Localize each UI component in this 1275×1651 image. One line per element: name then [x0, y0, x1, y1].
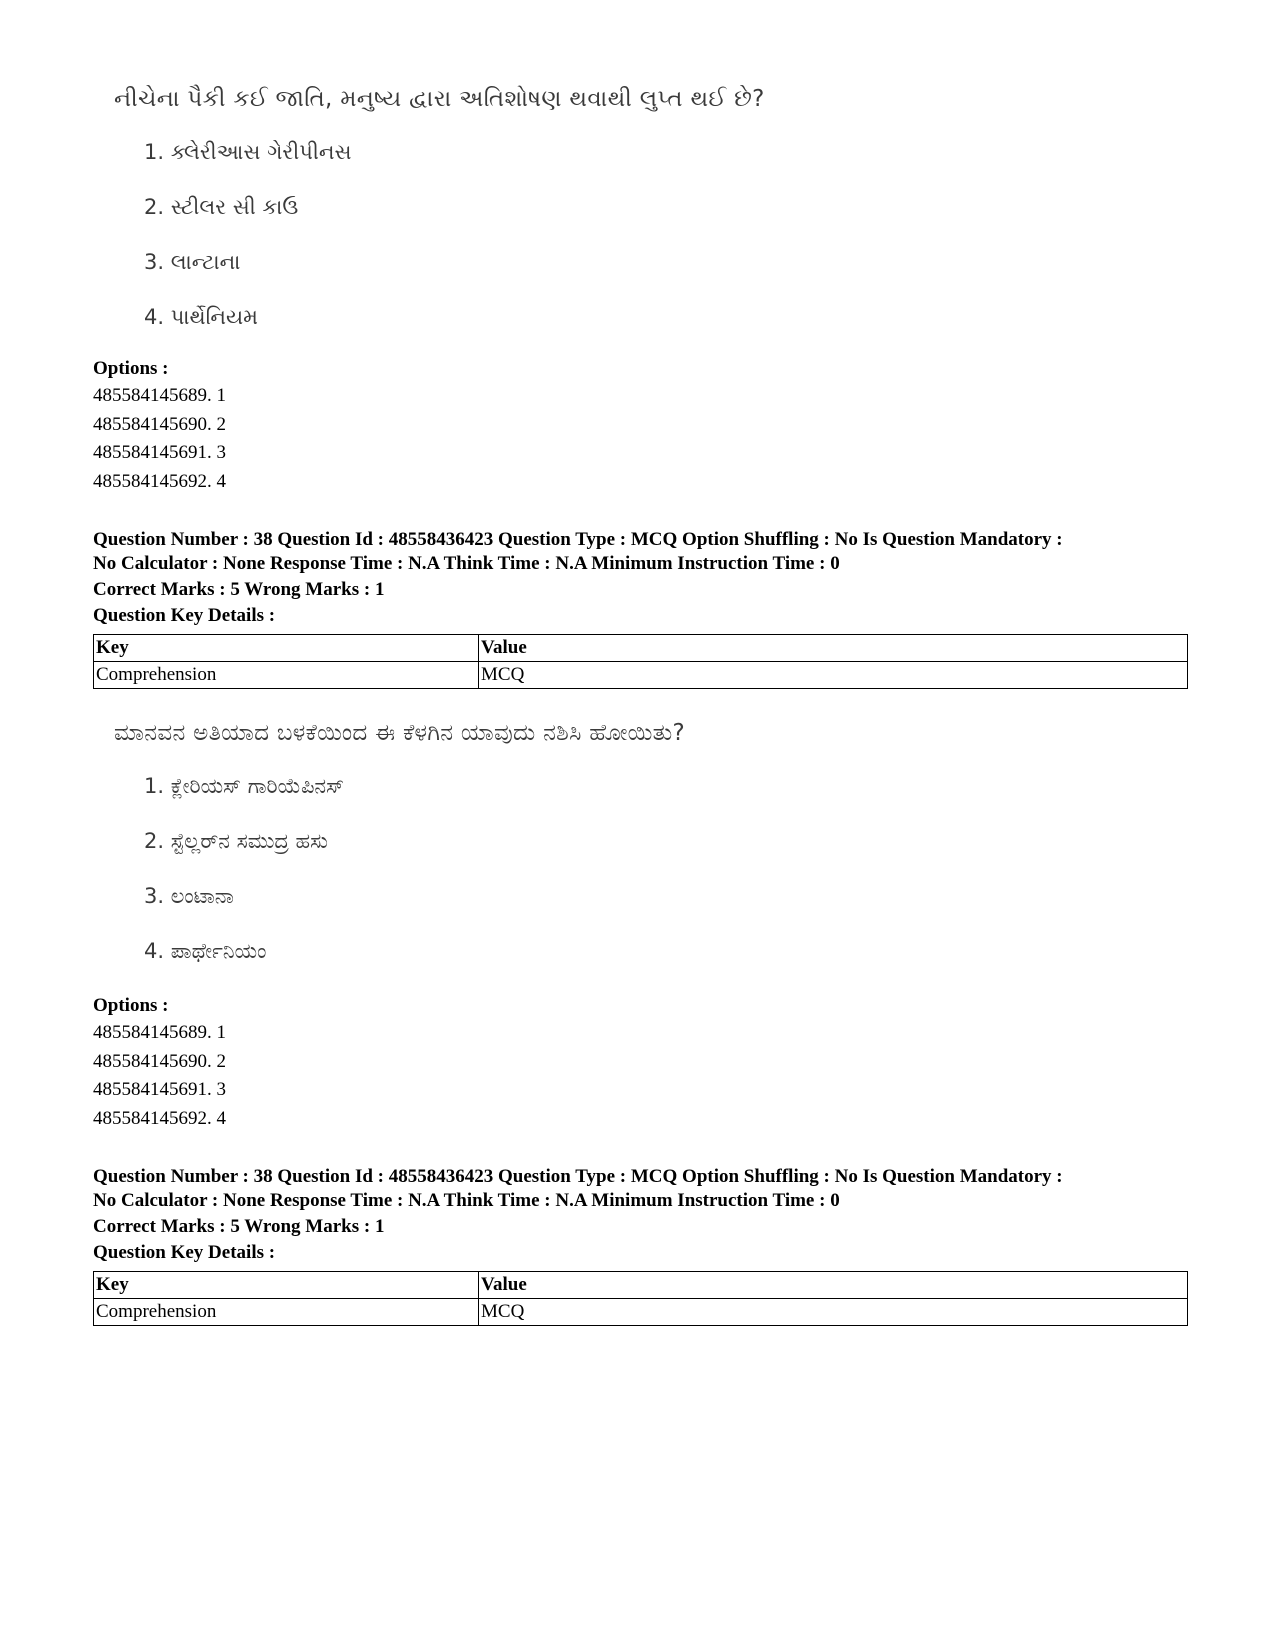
table-row — [94, 1299, 1188, 1326]
table-cell-key: Comprehension — [94, 1299, 479, 1326]
question-text: ಮಾನವನ ಅತಿಯಾದ ಬಳಕೆಯಿಂದ ಈ ಕೆಳಗಿನ ಯಾವುದು ನಶಿಸಿ ಹೋಯಿತು? — [114, 720, 685, 746]
option-item: 485584145691. 3 — [93, 1079, 226, 1100]
option-item: 485584145690. 2 — [93, 413, 226, 435]
options-title: Options : — [93, 995, 169, 1016]
question-meta — [93, 528, 1203, 628]
option-item: 485584145692. 4 — [93, 470, 226, 492]
question-text: નીચેના પૈકી કઈ જાતિ, મનુષ્ય દ્વારા અતિશોષણ થવાથી લુપ્ત થઈ છે? — [114, 86, 765, 112]
table-header-row — [94, 1272, 1188, 1299]
key-details-label: Question Key Details : — [93, 605, 276, 626]
marks-line: Correct Marks : 5 Wrong Marks : 1 — [93, 579, 385, 600]
table-cell-value: MCQ — [479, 662, 1188, 689]
meta-line: Question Number : 38 Question Id : 48558436423 Question Type : MCQ Option Shuffling : No Is Question Mandatory : — [93, 529, 1063, 550]
meta-line: No Calculator : None Response Time : N.A Think Time : N.A Minimum Instruction Time : 0 — [93, 553, 840, 574]
table-header-key: Key — [94, 1272, 479, 1299]
table-header-value: Value — [479, 1272, 1188, 1299]
question-meta — [93, 1165, 1203, 1265]
key-details-table — [93, 634, 1188, 689]
table-header-key: Key — [94, 635, 479, 662]
meta-line: No Calculator : None Response Time : N.A Think Time : N.A Minimum Instruction Time : 0 — [93, 1190, 840, 1211]
option-item: 485584145689. 1 — [93, 1022, 226, 1043]
question-image-gujarati — [114, 86, 1014, 329]
table-header-value: Value — [479, 635, 1188, 662]
options-section — [93, 355, 1203, 496]
question-option: 3. ಲಂಟಾನಾ — [144, 884, 234, 908]
meta-line: Question Number : 38 Question Id : 48558436423 Question Type : MCQ Option Shuffling : No Is Question Mandatory : — [93, 1166, 1063, 1187]
option-item: 485584145692. 4 — [93, 1107, 226, 1129]
question-option: 2. ಸ್ಟೆಲ್ಲರ್‌ನ ಸಮುದ್ರ ಹಸು — [144, 829, 328, 853]
question-option: 4. ಪಾರ್ಥೇನಿಯಂ — [144, 939, 267, 963]
option-item: 485584145689. 1 — [93, 385, 226, 406]
options-title: Options : — [93, 358, 169, 379]
key-details-label: Question Key Details : — [93, 1242, 276, 1263]
option-item: 485584145690. 2 — [93, 1050, 226, 1072]
table-cell-value: MCQ — [479, 1299, 1188, 1326]
question-option: 2. સ્ટીલર સી કાઉ — [144, 195, 299, 219]
option-item: 485584145691. 3 — [93, 442, 226, 463]
question-option: 1. ಕ್ಲೇರಿಯಸ್ ಗಾರಿಯೆಪಿನಸ್ — [144, 774, 345, 798]
table-row — [94, 662, 1188, 689]
table-header-row — [94, 635, 1188, 662]
table-cell-key: Comprehension — [94, 662, 479, 689]
marks-line: Correct Marks : 5 Wrong Marks : 1 — [93, 1216, 385, 1237]
key-details-table — [93, 1271, 1188, 1326]
question-image-kannada — [114, 720, 1014, 963]
question-option: 3. લાન્ટાના — [144, 250, 241, 274]
question-option: 4. પાર્થેનિયમ — [144, 305, 259, 329]
question-option: 1. ક્લેરીઆસ ગેરીપીનસ — [144, 140, 352, 164]
options-section — [93, 992, 1203, 1133]
